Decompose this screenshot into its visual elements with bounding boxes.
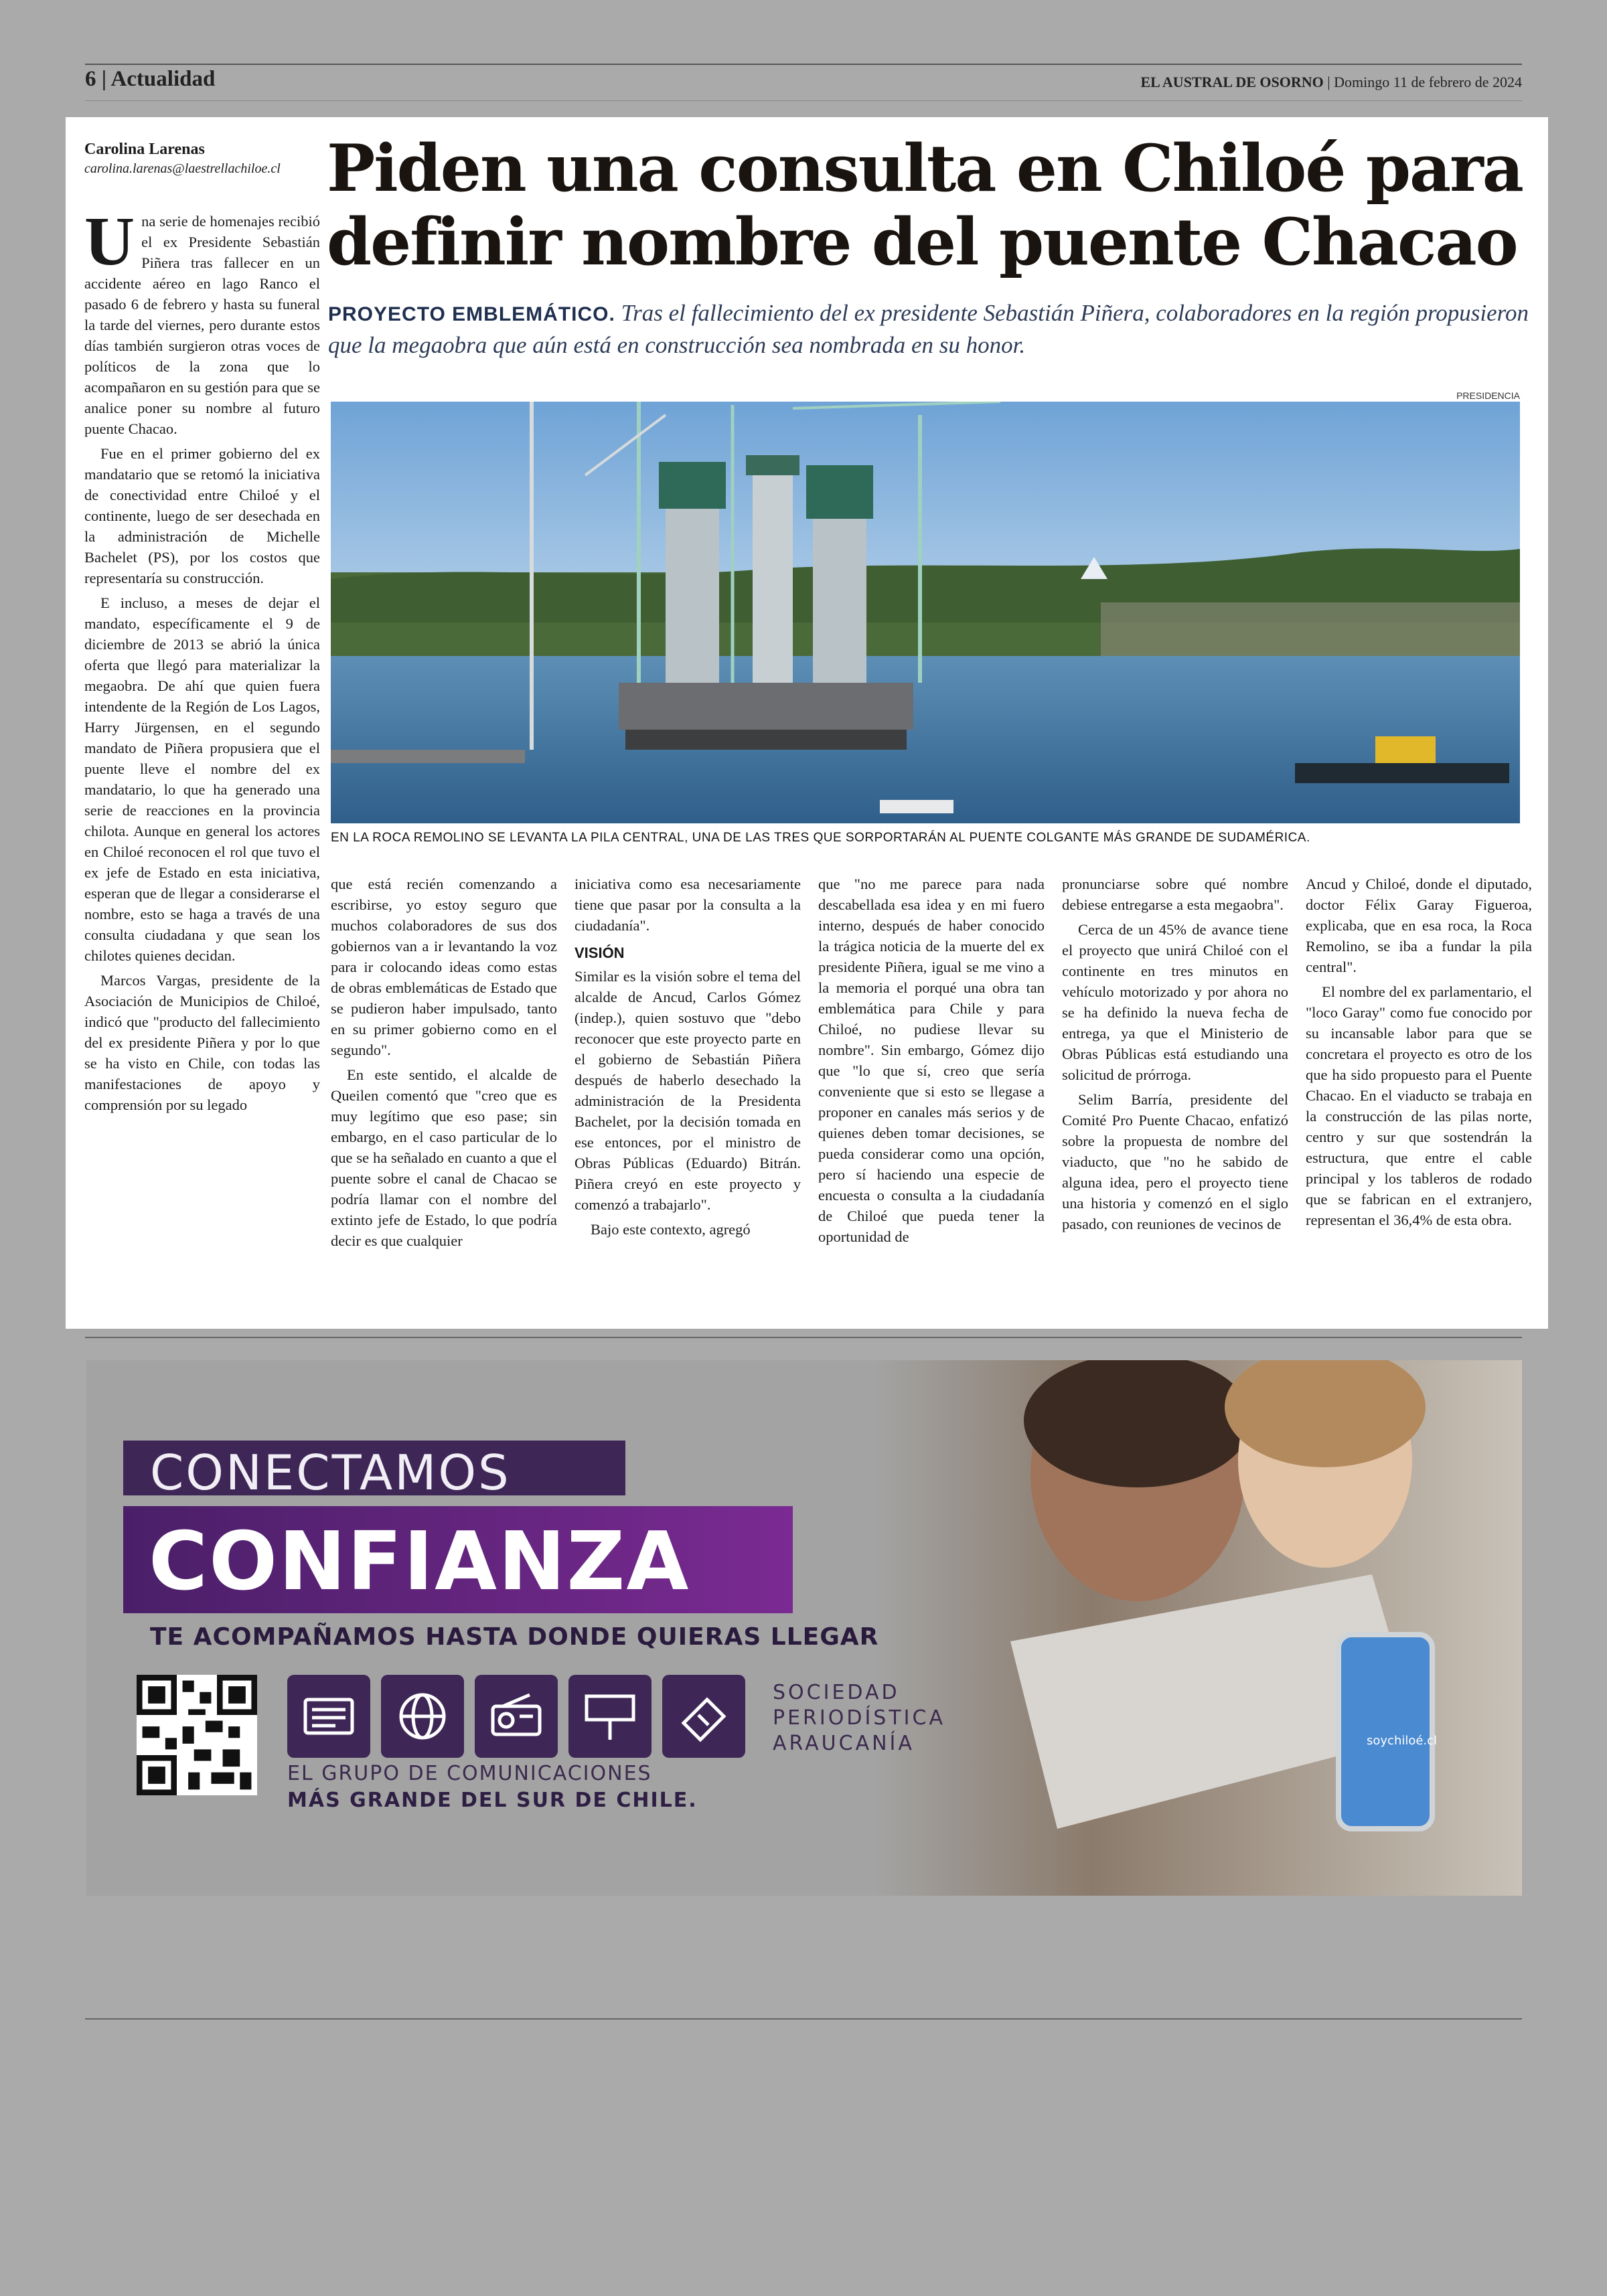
body-paragraph: iniciativa como esa necesariamente tiene que pasar por la consulta a la ciudadanía". xyxy=(575,876,801,934)
headline: Piden una consulta en Chiloé para definir nombre del puente Chacao xyxy=(327,131,1523,280)
ticket-icon xyxy=(662,1675,745,1758)
section-name: Actualidad xyxy=(110,67,216,91)
body-column-1 xyxy=(84,203,320,1119)
ad-headline-2: CONFIANZA xyxy=(123,1506,793,1613)
company-logo xyxy=(773,1680,945,1756)
body-column-6 xyxy=(1306,874,1532,1234)
body-paragraph: Marcos Vargas, presidente de la Asociación de Municipios de Chiloé, indicó que "producto del fallecimiento del ex presidente Piñera y por lo que se ha visto en Chile, con todas las manifestaciones de apoyo y comprensión por su legado xyxy=(84,972,320,1113)
web-globe-icon xyxy=(381,1675,464,1758)
article xyxy=(66,117,1548,1329)
body-paragraph: Cerca de un 45% de avance tiene el proyecto que unirá Chiloé con el continente en tres minutos en vehículo motorizado y por ahora no se ha definido la nueva fecha de entrega, ya que el Ministerio de Obras Públicas está estudiando una solicitud de prórroga. xyxy=(1062,921,1288,1083)
subhead xyxy=(328,298,1533,361)
newspaper-icon xyxy=(287,1675,370,1758)
article-divider xyxy=(85,1337,1522,1338)
body-paragraph: Ancud y Chiloé, donde el diputado, doctor Félix Garay Figueroa, explicaba, que en esa roca, la Roca Remolino, se iba a fundar la pila central". xyxy=(1306,876,1532,975)
subhead-text: Tras el fallecimiento del ex presidente Sebastián Piñera, colaboradores en la región propusieron que la megaobra que aún está en construcción sea nombrada en su honor. xyxy=(328,300,1529,358)
body-paragraph: Una serie de homenajes recibió el ex Presidente Sebastián Piñera tras fallecer en un accidente aéreo en lago Ranco el pasado 6 de febrero y hasta su funeral la tarde del viernes, pero durante estos días también surgieron otras voces de políticos de la zona que lo acompañaron en su gestión para que se analice poner su nombre al futuro puente Chacao. xyxy=(84,203,320,437)
body-paragraph: En este sentido, el alcalde de Queilen comentó que "creo que es muy legítimo que eso pase; sin embargo, en el caso particular de lo que se ha señalado en cuanto a que el puente sobre el canal de Chacao se podría llamar con el nombre del extinto jefe de Estado, lo que podría decir es que cualquier xyxy=(331,1066,557,1249)
header-top-rule xyxy=(85,64,1522,65)
header-bottom-rule xyxy=(85,100,1522,101)
author-email: carolina.larenas@laestrellachiloe.cl xyxy=(84,161,281,176)
ad-group-text-2: MÁS GRANDE DEL SUR DE CHILE. xyxy=(287,1789,698,1812)
body-column-3 xyxy=(575,874,801,1244)
body-paragraph: Bajo este contexto, agregó xyxy=(591,1221,751,1238)
advertisement[interactable] xyxy=(86,1360,1522,1896)
ad-tagline: TE ACOMPAÑAMOS HASTA DONDE QUIERAS LLEGAR xyxy=(150,1623,879,1651)
body-paragraph: Fue en el primer gobierno del ex mandatario que se retomó la iniciativa de conectividad entre Chiloé y el continente, luego de ser desechada en la administración de Michelle Bachelet (PS), por los costos que representaría su construcción. xyxy=(84,445,320,586)
kicker: PROYECTO EMBLEMÁTICO. xyxy=(328,303,615,325)
author-name: Carolina Larenas xyxy=(84,141,205,158)
footer-rule xyxy=(85,2018,1522,2020)
body-paragraph: El nombre del ex parlamentario, el "loco Garay" como fue conocido por su incansable labor para que se concretara el proyecto es otro de los que ha sido propuesto para el Puente Chacao. En el viaducto se trabaja en la construcción de las pilas norte, centro y sur que sostendrán la estructura, que entre el cable principal y los tableros de rodado que se fabrican en el extranjero, representan el 36,4% de esta obra. xyxy=(1306,983,1532,1228)
publication-dateline: EL AUSTRAL DE OSORNO | Domingo 11 de febrero de 2024 xyxy=(1140,74,1522,90)
subheading-vision: VISIÓN xyxy=(575,945,625,961)
company-word: SOCIEDAD xyxy=(773,1681,900,1704)
page-section-header: 6 | Actualidad xyxy=(85,67,216,91)
photo-caption: EN LA ROCA REMOLINO SE LEVANTA LA PILA CENTRAL, UNA DE LAS TRES QUE SORPORTARÁN AL PUENTE COLGANTE MÁS GRANDE DE SUDAMÉRICA. xyxy=(331,831,1310,845)
qr-code[interactable] xyxy=(137,1675,257,1795)
ad-group-text-1: EL GRUPO DE COMUNICACIONES xyxy=(287,1762,652,1785)
body-column-4 xyxy=(818,874,1045,1251)
bridge-construction-photo xyxy=(331,402,1520,823)
body-column-2 xyxy=(331,874,557,1255)
ad-headline-1: CONECTAMOS xyxy=(123,1441,625,1495)
body-column-5 xyxy=(1062,874,1288,1238)
photo-credit: PRESIDENCIA xyxy=(1456,390,1520,401)
phone-screen-label: soychiloé.cl xyxy=(1367,1734,1438,1748)
company-word: ARAUCANÍA xyxy=(773,1732,915,1755)
body-paragraph: que "no me parece para nada descabellada esa idea y en mi fuero interno, después de haber conocido la trágica noticia de la muerte del ex presidente Piñera, igual se me vino a la memoria el porqué una obra tan emblemática para Chile y para Chiloé, no pudiese llevar su nombre". Sin embargo, Gómez dijo que "lo que sí, creo que sería conveniente que si esto se llegase a proponer en canales más serios y de quienes deben tomar decisiones, se pueda considerar como una opción, pero sí haciendo una especie de encuesta o consulta a la ciudadanía de Chiloé que pueda tener la oportunidad de xyxy=(818,876,1045,1245)
billboard-icon xyxy=(568,1675,652,1758)
page-number: 6 xyxy=(85,67,96,91)
body-paragraph: que está recién comenzando a escribirse, yo estoy seguro que muchos colaboradores de sus dos gobiernos van a ir levantando la voz para ir colocando ideas como estas de obras emblemáticas de Estado que se pudieron haber impulsado, tanto en su primer gobierno como en el segundo". xyxy=(331,876,557,1058)
publication-date: Domingo 11 de febrero de 2024 xyxy=(1334,74,1522,90)
publication-name: EL AUSTRAL DE OSORNO xyxy=(1140,74,1324,90)
company-word: PERIODÍSTICA xyxy=(773,1706,945,1730)
body-paragraph: pronunciarse sobre qué nombre debiese entregarse a esta megaobra". xyxy=(1062,876,1288,913)
body-paragraph: Similar es la visión sobre el tema del alcalde de Ancud, Carlos Gómez (indep.), quien sostuvo que "debo reconocer que este proyecto parte en el gobierno de Sebastián Piñera después de haberlo desechado la administración de la Presidenta Bachelet, por la decisión tomada en ese entonces, por el ministro de Obras Públicas (Eduardo) Bitrán. Piñera creyó en este proyecto y comenzó a trabajarlo". xyxy=(575,968,801,1213)
drop-cap: U xyxy=(84,203,135,280)
body-paragraph: E incluso, a meses de dejar el mandato, específicamente el 9 de diciembre de 2013 se abrió la única oferta que llegó para materializar la megaobra. De ahí que quien fuera intendente de la Región de Los Lagos, Harry Jürgensen, en el segundo mandato de Piñera propusiera que el puente lleve el nombre del ex mandatario, lo que ha generado una serie de reacciones en la provincia chilota. Aunque en general los actores en Chiloé reconocen el rol que tuvo el ex jefe de Estado en esta iniciativa, esperan que de llegar a considerarse el nombre, esto se haga a través de una consulta ciudadana y que sean los chilotes quienes decidan. xyxy=(84,594,320,964)
body-paragraph: Selim Barría, presidente del Comité Pro Puente Chacao, enfatizó sobre la propuesta de nombre del viaducto, que "no he sabido de alguna idea, pero el proyecto tiene una historia y comenzó en el siglo pasado, con reuniones de vecinos de xyxy=(1062,1091,1288,1232)
radio-icon xyxy=(475,1675,558,1758)
